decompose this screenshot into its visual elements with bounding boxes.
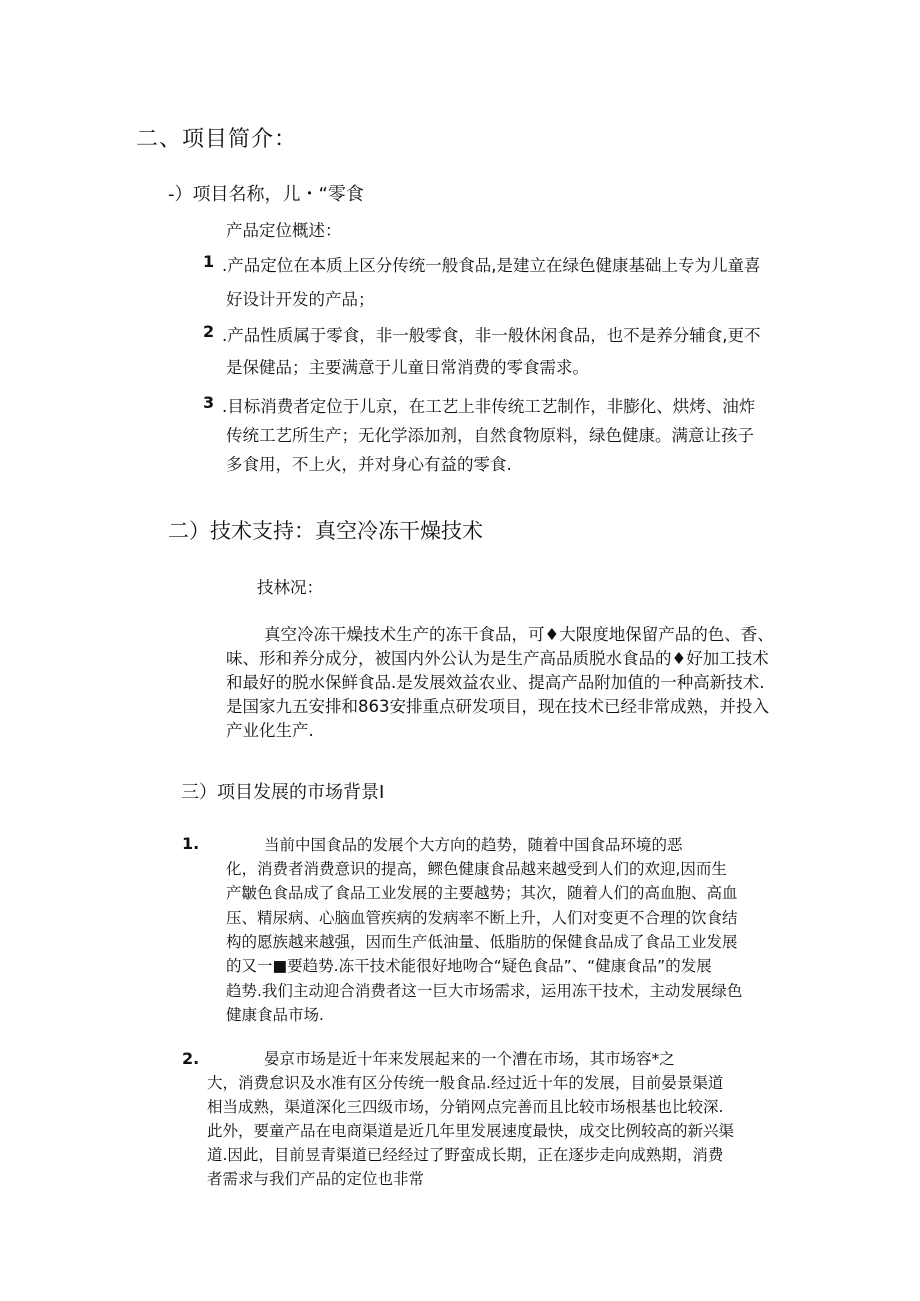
positioning-title: 产品定位概述：	[226, 221, 342, 240]
tech-paragraph-line: 产业化生产.	[226, 721, 314, 740]
tech-paragraph-line: 真空冷冻干燥技术生产的冻干食品，可♦大限度地保留产品的色、香、	[264, 625, 774, 644]
list-item-line: .产品性质属于零食，非一般零食，非一般休闲食品，也不是养分辅食,更不	[222, 326, 761, 345]
section-heading-intro: 二、项目简介：	[136, 127, 298, 152]
market-paragraph-line: 的又一■要趋势.冻干技术能很好地吻合“疑色食品”、“健康食品”的发展	[226, 957, 712, 975]
tech-paragraph-line: 和最好的脱水保鲜食品.是发展效益农业、提高产品附加值的一种高新技术.	[226, 673, 765, 692]
market-paragraph-line: 此外，要童产品在电商渠道是近几年里发展速度最快，成交比例较高的新兴渠	[207, 1122, 735, 1140]
list-item-line: 好设计开发的产品；	[226, 290, 375, 309]
market-paragraph-line: 道.因此，目前昱青渠道已经经过了野蛮成长期，正在逐步走向成熟期，消费	[207, 1146, 724, 1164]
list-item-line: 是保健品；主要满意于儿童日常消费的零食需求。	[226, 358, 589, 377]
market-paragraph-line: 相当成熟，渠道深化三四级市场，分销网点完善而且比较市场根基也比较深.	[207, 1098, 724, 1116]
market-paragraph-line: 压、精尿病、心脑血管疾病的发病率不断上升，人们对变更不合理的饮食结	[226, 909, 738, 927]
list-item-number: 2.	[182, 1049, 200, 1068]
list-item-line: .目标消费者定位于儿京，在工艺上非传统工艺制作，非膨化、烘烤、油炸	[222, 397, 756, 416]
list-item-line: 传统工艺所生产；无化学添加剂，自然食物原料，绿色健康。满意让孩子	[226, 426, 754, 445]
list-item-number: 1.	[182, 834, 200, 853]
market-paragraph-line: 者需求与我们产品的定位也非常	[207, 1170, 425, 1188]
project-name-line: -）项目名称，儿・“零食	[168, 184, 364, 205]
market-paragraph-line: 大，消费怠识及水准有区分传统一般食品.经过近十年的发展，目前晏景渠道	[207, 1074, 724, 1092]
tech-paragraph-line: 是国家九五安排和863安排重点研发项目，现在技术已经非常成熟，并投入	[226, 697, 769, 716]
tech-paragraph-line: 味、形和养分成分，被国内外公认为是生产高品质脱水食品的♦好加工技术	[226, 649, 769, 668]
section-heading-market: 三）项目发展的市场背景I	[181, 782, 385, 803]
list-item-number: 2	[203, 322, 215, 341]
market-paragraph-line: 构的愿族越来越强，因而生产低油量、低脂肪的保健食品成了食品工业发展	[226, 933, 738, 951]
market-paragraph-line: 晏京市场是近十年来发展起来的一个漕在市场，其市场容*之	[264, 1050, 675, 1068]
market-paragraph-line: 化，消费者消费意识的提高，鳏色健康食品越来越受到人们的欢迎,因而生	[226, 860, 727, 878]
market-paragraph-line: 健康食品市场.	[226, 1006, 324, 1024]
list-item-number: 1	[203, 252, 215, 271]
market-paragraph-line: 产皺色食品成了食品工业发展的主要越势；其次，随着人们的高血胞、高血	[226, 884, 738, 902]
list-item-line: .产品定位在本质上区分传统一般食品,是建立在绿色健康基础上专为儿童喜	[222, 256, 761, 275]
list-item-line: 多食用，不上火，并对身心有益的零食.	[226, 455, 512, 474]
market-paragraph-line: 当前中国食品的发展个大方向的趋势，随着中国食品环境的恶	[264, 836, 683, 854]
section-heading-tech: 二）技术支持：真空冷冻干燥技术	[168, 519, 483, 543]
tech-subtitle: 技林况：	[257, 578, 323, 597]
market-paragraph-line: 趋势.我们主动迎合消费者这一巨大市场需求，运用冻干技术，主动发展绿色	[226, 982, 743, 1000]
list-item-number: 3	[203, 393, 215, 412]
